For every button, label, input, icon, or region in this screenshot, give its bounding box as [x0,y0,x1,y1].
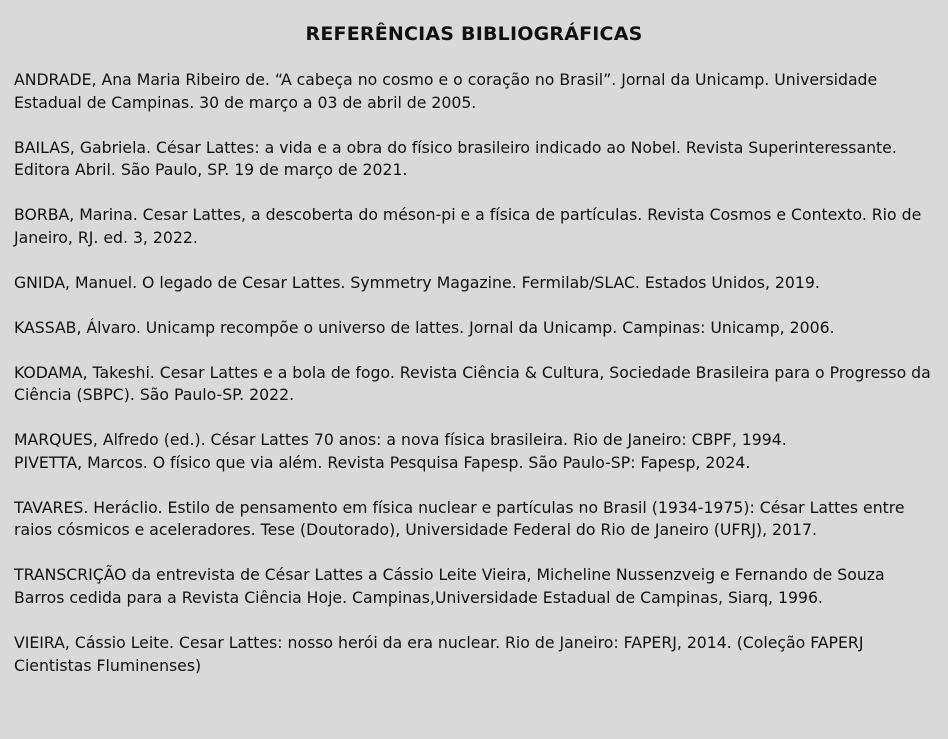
reference-item: GNIDA, Manuel. O legado de Cesar Lattes. Symmetry Magazine. Fermilab/SLAC. Estados Unidos, 2019. [14,272,820,292]
reference-item: PIVETTA, Marcos. O físico que via além. Revista Pesquisa Fapesp. São Paulo-SP: Fapesp, 2024. [14,452,751,472]
reference-list [14,69,934,677]
reference-item: VIEIRA, Cássio Leite. Cesar Lattes: nosso herói da era nuclear. Rio de Janeiro: FAPERJ, 2014. (Coleção FAPERJ Cientistas Fluminenses) [14,633,864,675]
reference-item: TRANSCRIÇÃO da entrevista de César Lattes a Cássio Leite Vieira, Micheline Nussenzveig e Fernando de Souza Barros cedida para a Revista Ciência Hoje. Campinas,Universidade Estadual de Campinas, Siarq, 1996. [14,565,885,608]
reference-item: BORBA, Marina. Cesar Lattes, a descoberta do méson-pi e a física de partículas. Revista Cosmos e Contexto. Rio de Janeiro, RJ. ed. 3, 2022. [14,205,922,247]
reference-item: TAVARES. Heráclio. Estilo de pensamento em física nuclear e partículas no Brasil (1934-1975): César Lattes entre raios cósmicos e aceleradores. Tese (Doutorado), Universidade Federal do Rio de Janeiro (UFRJ), 2017. [14,497,905,540]
reference-item: KODAMA, Takeshi. Cesar Lattes e a bola de fogo. Revista Ciência & Cultura, Sociedade Brasileira para o Progresso da Ciência (SBPC). São Paulo-SP. 2022. [14,362,931,405]
reference-item: MARQUES, Alfredo (ed.). César Lattes 70 anos: a nova física brasileira. Rio de Janeiro: CBPF, 1994. [14,430,787,450]
reference-item: KASSAB, Álvaro. Unicamp recompõe o universo de lattes. Jornal da Unicamp. Campinas: Unicamp, 2006. [14,317,835,337]
page-title: REFERÊNCIAS BIBLIOGRÁFICAS [305,23,643,45]
reference-item: ANDRADE, Ana Maria Ribeiro de. “A cabeça no cosmo e o coração no Brasil”. Jornal da Unicamp. Universidade Estadual de Campinas. 30 de março a 03 de abril de 2005. [14,70,878,112]
reference-item: BAILAS, Gabriela. César Lattes: a vida e a obra do físico brasileiro indicado ao Nobel. Revista Superinteressante. Editora Abril. São Paulo, SP. 19 de março de 2021. [14,137,897,180]
